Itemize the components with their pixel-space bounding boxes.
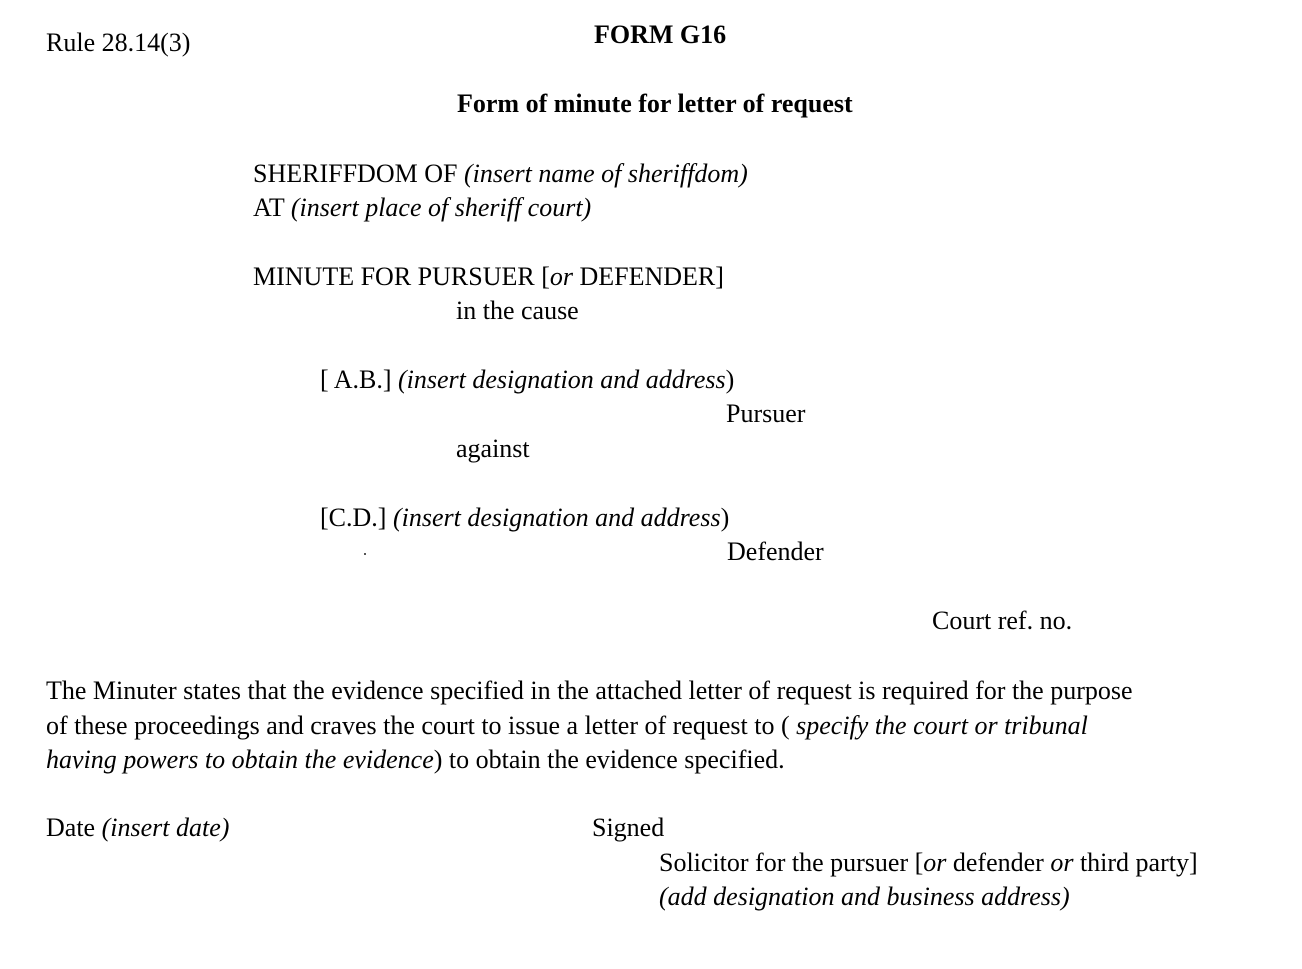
defender-hint: (insert designation and address xyxy=(392,503,721,532)
designation-hint: (add designation and business address) xyxy=(659,882,1070,911)
scan-speck xyxy=(364,553,366,555)
pursuer-role: Pursuer xyxy=(726,399,806,428)
date-line xyxy=(46,811,229,845)
form-number: FORM G16 xyxy=(594,20,727,49)
defender-role: Defender xyxy=(727,537,824,566)
pursuer-hint: (insert designation and address xyxy=(398,365,726,394)
statement-line-2-text: of these proceedings and craves the court to issue a letter of request to ( xyxy=(46,710,797,740)
sheriffdom-hint: (insert name of sheriffdom) xyxy=(463,159,748,188)
date-hint: (insert date) xyxy=(101,813,230,842)
solicitor-line xyxy=(659,846,1198,880)
statement-line-3 xyxy=(46,743,1286,778)
statement-line-2-hint: specify the court or tribunal xyxy=(796,710,1088,740)
court-ref-no: Court ref. no. xyxy=(932,606,1073,635)
against-label: against xyxy=(456,434,530,463)
statement-paragraph xyxy=(46,674,1286,778)
in-the-cause: in the cause xyxy=(456,296,579,325)
pursuer-hint-close: ) xyxy=(725,365,735,394)
signed-label: Signed xyxy=(592,813,665,842)
minute-or: or xyxy=(549,262,573,291)
form-title: Form of minute for letter of request xyxy=(457,89,853,118)
statement-line-2 xyxy=(46,709,1286,744)
solicitor-or-2: or xyxy=(1050,848,1074,877)
defender-line xyxy=(320,501,729,535)
pursuer-name: [ A.B.] xyxy=(320,365,398,394)
rule-reference: Rule 28.14(3) xyxy=(46,28,191,57)
solicitor-text-a: Solicitor for the pursuer [ xyxy=(659,848,924,877)
pursuer-line xyxy=(320,363,734,397)
minute-heading xyxy=(253,260,724,294)
minute-suffix: DEFENDER] xyxy=(573,262,724,291)
sheriffdom-line xyxy=(253,157,748,191)
solicitor-text-b: defender xyxy=(946,848,1051,877)
statement-line-1: The Minuter states that the evidence specified in the attached letter of request is required for the purpose xyxy=(46,676,1133,705)
sheriffdom-label: SHERIFFDOM OF xyxy=(253,159,464,188)
solicitor-text-c: third party] xyxy=(1073,848,1198,877)
solicitor-or-1: or xyxy=(923,848,947,877)
statement-line-3-hint: having powers to obtain the evidence xyxy=(46,745,434,774)
minute-prefix: MINUTE FOR PURSUER [ xyxy=(253,262,550,291)
date-label: Date xyxy=(46,813,102,842)
court-hint: (insert place of sheriff court) xyxy=(290,193,592,222)
defender-name: [C.D.] xyxy=(320,503,393,532)
court-place-line xyxy=(253,191,591,225)
statement-line-3-text: ) to obtain the evidence specified. xyxy=(433,745,785,774)
court-label: AT xyxy=(253,193,291,222)
defender-hint-close: ) xyxy=(720,503,730,532)
